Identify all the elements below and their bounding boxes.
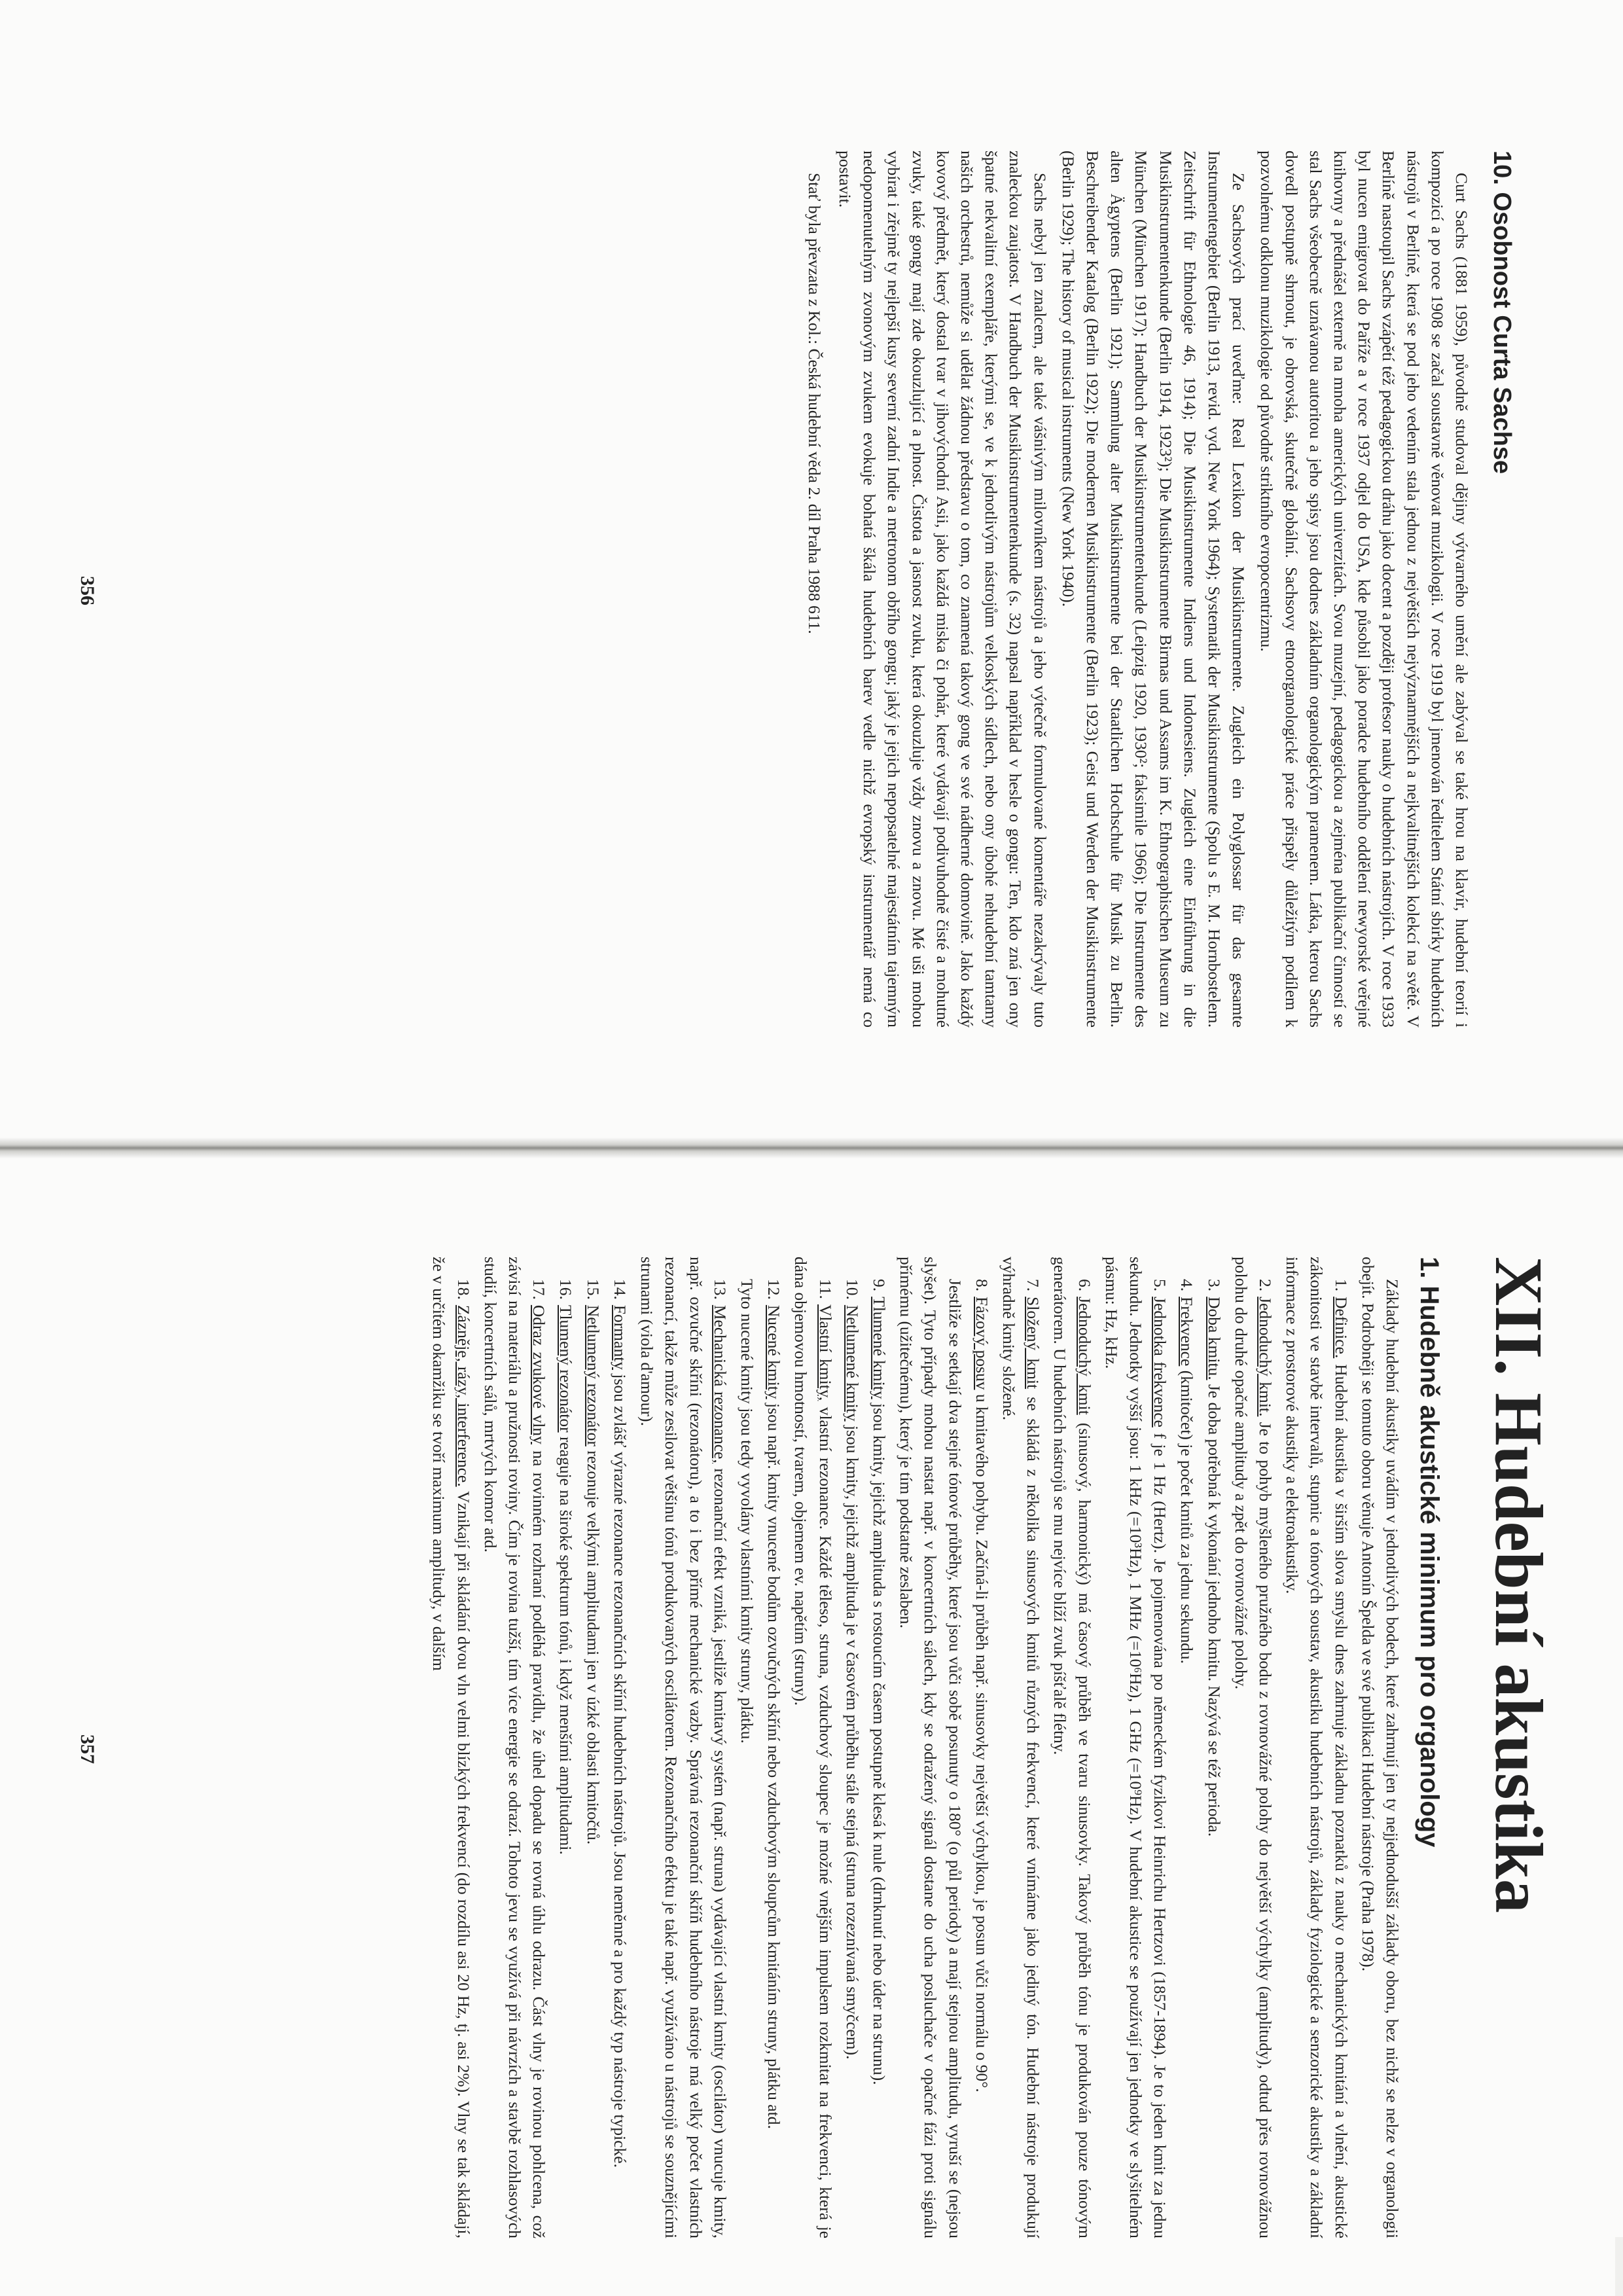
definition-item: [478, 1257, 552, 2238]
item-text: (kmitočet) je počet kmitů za jednu sekundu.: [1177, 1370, 1197, 1664]
item-term: Jednoduchý kmit: [1075, 1297, 1094, 1415]
item-term: Definice.: [1331, 1297, 1351, 1359]
item-text: vlastní rezonance. Každé těleso, struna, vzduchový sloupec je možné vnějším impulsem rozkmitat na frekvenci, která je dána objemovou hmotností, tvarem, objemem ev. napětím (struny).: [791, 1257, 835, 2238]
item-text: Je to pohyb myšleného pružného bodu z rovnovážné polohy do největší výchylky (amplitudy), odtud přes rovnovážnou polohu do druhé opačné amplitudy a zpět do rovnovážné polohy.: [1231, 1257, 1275, 2238]
page-number: 356: [77, 576, 98, 605]
left-page: [0, 0, 1623, 1139]
item-number: 5.: [1150, 1279, 1170, 1292]
item-text: jsou zvlášť výrazné rezonance rezonančních skříní hudebních nástrojů. Jsou neměnné a pro každý typ nástroje typické.: [610, 1374, 630, 2168]
definition-item: [894, 1257, 967, 2238]
item-number: 12.: [764, 1279, 784, 1300]
item-term: Vlastní kmity,: [815, 1304, 835, 1401]
chapter-title: XII. Hudební akustika: [1481, 1257, 1556, 1913]
definition-item: [735, 1257, 759, 2238]
item-text: reaguje na široké spektrum tónů, i když menšími amplitudami.: [556, 1436, 576, 1855]
item-text: Hudební akustika v širším slova smyslu dnes zahrnuje základnu poznatků z nauky o mechanických kmitání a vlnění, akustické zákonitosti ve stavbě intervalů, stupnic a tónových soustav, akustiku hudebních nástrojů, základy fyziologické a senzorické akustiky a základní informace z prostorové akustiky a elektroakustiky.: [1283, 1257, 1351, 2238]
definition-item: [970, 1257, 994, 2238]
item-number: 9.: [869, 1279, 889, 1292]
book-gutter: [0, 1138, 1623, 1158]
item-term: Jednoduchý kmit.: [1255, 1297, 1275, 1417]
paragraph: Ze Sachsových prací uveďme: Real Lexikon der Musikinstrumente. Zugleich ein Polyglossar für das gesamte Instrumentengebiet (Berlin 1913, revid. vyd. New York 1964); Systematik der Musikinstrumente (Spolu s E. M. Hornbostelem. Zeitschrift für Ethnologie 46, 1914); Die Musikinstrumente Indiens und Indonesiens. Zugleich eine Einführung in die Musikinstrumentenkunde (Berlin 1914, 1923²); Die Musikinstrumente Birmas und Assams im K. Ethnographischen Museum zu München (München 1917); Handbuch der Musikinstrumentenkunde (Leipzig 1920, 1930²; faksimile 1966); Die Instrumente des alten Ägyptens (Berlin 1921); Sammlung alter Musikinstrumente bei der Staatlichen Hochschule für Musik zu Berlin. Beschreibender Katalog (Berlin 1922); Die modernen Musikinstrumente (Berlin 1923); Geist und Werden der Musikinstrumente (Berlin 1929); The history of musical instruments (New York 1940).: [1058, 151, 1249, 1028]
right-page: [0, 1158, 1623, 2296]
item-term: Tlumené kmity: [869, 1297, 889, 1399]
definition-item: [1175, 1257, 1199, 2238]
paragraph: Sachs nebyl jen znalcem, ale také vášnivým milovníkem nástrojů a jeho výtečně formulované komentáře nezakrývaly tuto znaleckou zaujatost. V Handbuch der Musikinstrumentenkunde (s. 32) napsal například v hesle o gongu: Ten, kdo zná jen ony špatné nekvalitní exempláře, kterými se, ve k jednotlivým nástrojům velkoských sídlech, nebo ony úbohé nehudební tamtamy našich orchestrů, nemůže si udělat žádnou představu o tom, co znamená takový gong ve své nádherné domovině. Jako každý kovový předmět, který dostal tvar v jihovýchodní Asii, jako každá miska či pohár, které vydávají podivuhodně čisté a mohutné zvuky, také gongy mají zde okouzlující a plnost. Čistota a jasnost zvuku, která okouzluje vždy znovu a znovu. Mé uši mohou vybírat i zřejmě ty nejlepší kusy severní zadní Indie a metronom obřího gongu; jaký je jejich nepopsatelné majestátním tajemným nedopomenutelným zvonovým zvukem evokuje bohatá škála hudebních barev vedle nichž evropský instrumentář nemá co postavit.: [835, 151, 1050, 1028]
item-number: 8.: [972, 1279, 991, 1292]
item-term: Složený kmit: [1024, 1297, 1043, 1390]
definition-item: [581, 1257, 605, 2238]
item-text: jsou kmity, jejichž amplituda je v časovém průběhu stále stejná (struna rozeznívaná smyčcem).: [842, 1426, 862, 2060]
item-number: 14.: [610, 1279, 630, 1300]
item-text: (sinusový, harmonický) má časový průběh ve tvaru sinusovky. Takový průběh tónu je produkován pouze tónovým generátorem. U hudebních nástrojů se mu nejvíce blíží zvuk píšťalě flétny.: [1050, 1257, 1094, 2238]
item-number: 3.: [1204, 1279, 1224, 1292]
item-text: Vznikají při skládání dvou vln velmi blízkých frekvencí (do rozdílu asi 20 Hz, tj. asi 2%). Vlny se tak skládají, že v určitém okamžiku se tvoří maximum amplitudy, v dalším: [429, 1257, 473, 2238]
left-page-text: [798, 151, 1518, 1028]
section-heading: 1. Hudebně akustické minimum pro organology: [1415, 1257, 1444, 1848]
item-number: 1.: [1331, 1279, 1351, 1292]
item-number: 17.: [529, 1279, 549, 1300]
section-heading: 10. Osobnost Curta Sachse: [1488, 151, 1516, 475]
page-number: 357: [77, 1734, 98, 1764]
item-text: u kmitavého pohybu. Začíná-li průběh např. sinusovky největší výchylkou, je posun vůči normálu o 90°.: [972, 1393, 991, 2092]
item-term: Mechanická rezonance,: [710, 1304, 730, 1463]
item-number: 16.: [556, 1279, 576, 1300]
definition-item: [1099, 1257, 1173, 2238]
item-text: f je 1 Hz (Hertz). Je pojmenována po německém fyzikovi Heinrichu Hertzovi (1857-1894). Je to jeden kmit za jednu sekundu. Jednotky vyšší jsou: 1 kHz (=10³Hz), 1 MHz (=10⁶Hz), 1 GHz (=10⁹Hz). V hudební akustice se používají jen jednotky ve slyšitelném pásmu: Hz, kHz.: [1101, 1257, 1170, 2238]
item-term: Frekvence: [1177, 1297, 1197, 1367]
definition-item: [762, 1257, 786, 2238]
definition-item: [997, 1257, 1045, 2238]
item-number: 15.: [583, 1279, 603, 1300]
definition-item: [867, 1257, 891, 2238]
item-text: Jestliže se setkají dva stejné tónové průběhy, které jsou vůči sobě posunuty o 180° (o půl periody) a mají stejnou amplitudu, vyruší se (nejsou slyšet). Tyto případy mohou nastat např. v koncertních sálech, kdy se odražený signál dostane do ucha posluchače v opačné fázi proti signálu přímému (užitečnému), který je tím podstatně zeslaben.: [897, 1257, 965, 2238]
item-text: na rovinném rozhraní podléhá pravidlu, že úhel dopadu se rovná úhlu odrazu. Část vlny je rovinou pohlcena, což závisí na materiálu a pružnosti roviny. Čím je rovina tužší, tím více energie se odrazí. Tohoto jevu se využívá při návrzích a stavbě rozhlasových studií, koncertních sálů, mrtvých komor atd.: [480, 1257, 549, 2239]
item-number: 13.: [710, 1279, 730, 1300]
item-term: Formanty: [610, 1304, 630, 1371]
item-text: rezonanční efekt vzniká, jestliže kmitavý systém (např. struna) vydávající vlastní kmity (oscilátor) vnucuje kmity, např. ozvučné skříni (rezonátoru), a to i bez přímé mechanické vazby. Správná rezonanční skříň hudebního nástroje má velký počet vlastních rezonancí, takže může zesilovat většinu tónů produkovaných oscilátorem. Rezonančního efektu je také např. využíváno u nástrojů se souznějícími strunami (viola d'amour).: [637, 1257, 730, 2239]
item-text: Tyto nucené kmity jsou tedy vyvolány vlastními kmity struny, plátku.: [737, 1279, 757, 1744]
definition-item: [1048, 1257, 1096, 2238]
paragraph: Curt Sachs (1881 1959), původně studoval dějiny výtvarného umění ale zabýval se také hrou na klavír, hudební teorií i kompozicí a po roce 1908 se začal soustavně věnovat muzikologii. V roce 1919 byl jmenován ředitelem Státní sbírky hudebních nástrojů v Berlíně, která se pod jeho vedením stala jednou z největších nejvýznamnějších a nejkvalitnějších kolekcí na světě. V Berlíně nastoupil Sachs vzápětí též pedagogickou dráhu jako docent a později profesor nauky o hudebních nástrojích. V roce 1933 byl nucen emigrovat do Paříže a v roce 1937 odjel do USA, kde působil jako poradce hudebního oddělení newyorské veřejné knihovny a přednášel externě na mnoha amerických univerzitách. Svou muzejní, pedagogickou a zejména publikační činností se stal Sachs všeobecně uznávanou autoritou a jeho spisy jsou dodnes základním organologickým pramenem. Látka, kterou Sachs dovedl postupně shrnout, je obrovská, skutečně globální. Sachsovy etnoorganologické práce přispěly důležitým podílem k pozvolnému odklonu muzikologie od původně striktního evropocentrizmu.: [1257, 151, 1471, 1028]
definition-item: [427, 1257, 475, 2238]
item-term: Fázový posuv: [972, 1297, 991, 1390]
definition-item: [1229, 1257, 1277, 2238]
definition-item: [554, 1257, 578, 2238]
intro-paragraph: Základy hudební akustiky uvádím v jednotlivých bodech, které zahrnují jen ty nejjednodušší základy oboru, bez nichž se nelze v organologii obejít. Podrobněji se tomuto oboru věnuje Antonín Špelda ve své publikaci Hudební nástroje (Praha 1978).: [1358, 1257, 1402, 2238]
definition-item: [1280, 1257, 1353, 2238]
item-text: se skládá z několika sinusových kmitů různých frekvencí, které vnímáme jako jediný tón. Hudební nástroje produkují výhradně kmity složené.: [999, 1257, 1043, 2238]
item-number: 2.: [1255, 1279, 1275, 1292]
definition-item: [608, 1257, 632, 2238]
definition-list: [427, 1257, 1353, 2238]
item-term: Nucené kmity: [764, 1304, 784, 1399]
definition-item: [789, 1257, 837, 2238]
item-term: Zázněje, rázy, interference.: [454, 1304, 473, 1487]
item-term: Jednotka frekvence: [1150, 1297, 1170, 1427]
item-term: Odraz zvukové vlny: [529, 1304, 549, 1444]
definition-item: [840, 1257, 865, 2238]
item-text: Je doba potřebná k vykonání jednoho kmitu. Nazývá se též perioda.: [1204, 1384, 1224, 1837]
source-note: Stať byla převzata z Kol.: Česká hudební věda 2. díl Praha 1988 611.: [804, 173, 824, 634]
item-number: 18.: [454, 1279, 473, 1300]
right-page-text: [424, 1257, 1558, 2238]
item-number: 11.: [815, 1279, 835, 1299]
item-text: jsou např. kmity vnucené bodům ozvučných skříní nebo vzduchovým sloupcům kmitáním struny, plátku atd.: [764, 1403, 784, 2129]
item-text: jsou kmity, jejichž amplituda s rostoucím časem postupně klesá k nule (drnknutí nebo úder na strunu).: [869, 1403, 889, 2085]
definition-item: [1202, 1257, 1226, 2238]
item-term: Doba kmitu.: [1204, 1297, 1224, 1380]
item-text: rezonuje velkými amplitudami jen v úzké oblasti kmitočtů.: [583, 1450, 603, 1845]
item-number: 6.: [1075, 1279, 1094, 1292]
item-number: 10.: [842, 1279, 862, 1300]
item-term: Netlumené kmity: [842, 1304, 862, 1422]
definition-item: [635, 1257, 732, 2238]
scan-edge: [1615, 2237, 1623, 2296]
item-number: 4.: [1177, 1279, 1197, 1292]
item-term: Tlumený rezonátor: [556, 1304, 576, 1433]
item-number: 7.: [1024, 1279, 1043, 1292]
item-term: Netlumený rezonátor: [583, 1304, 603, 1446]
